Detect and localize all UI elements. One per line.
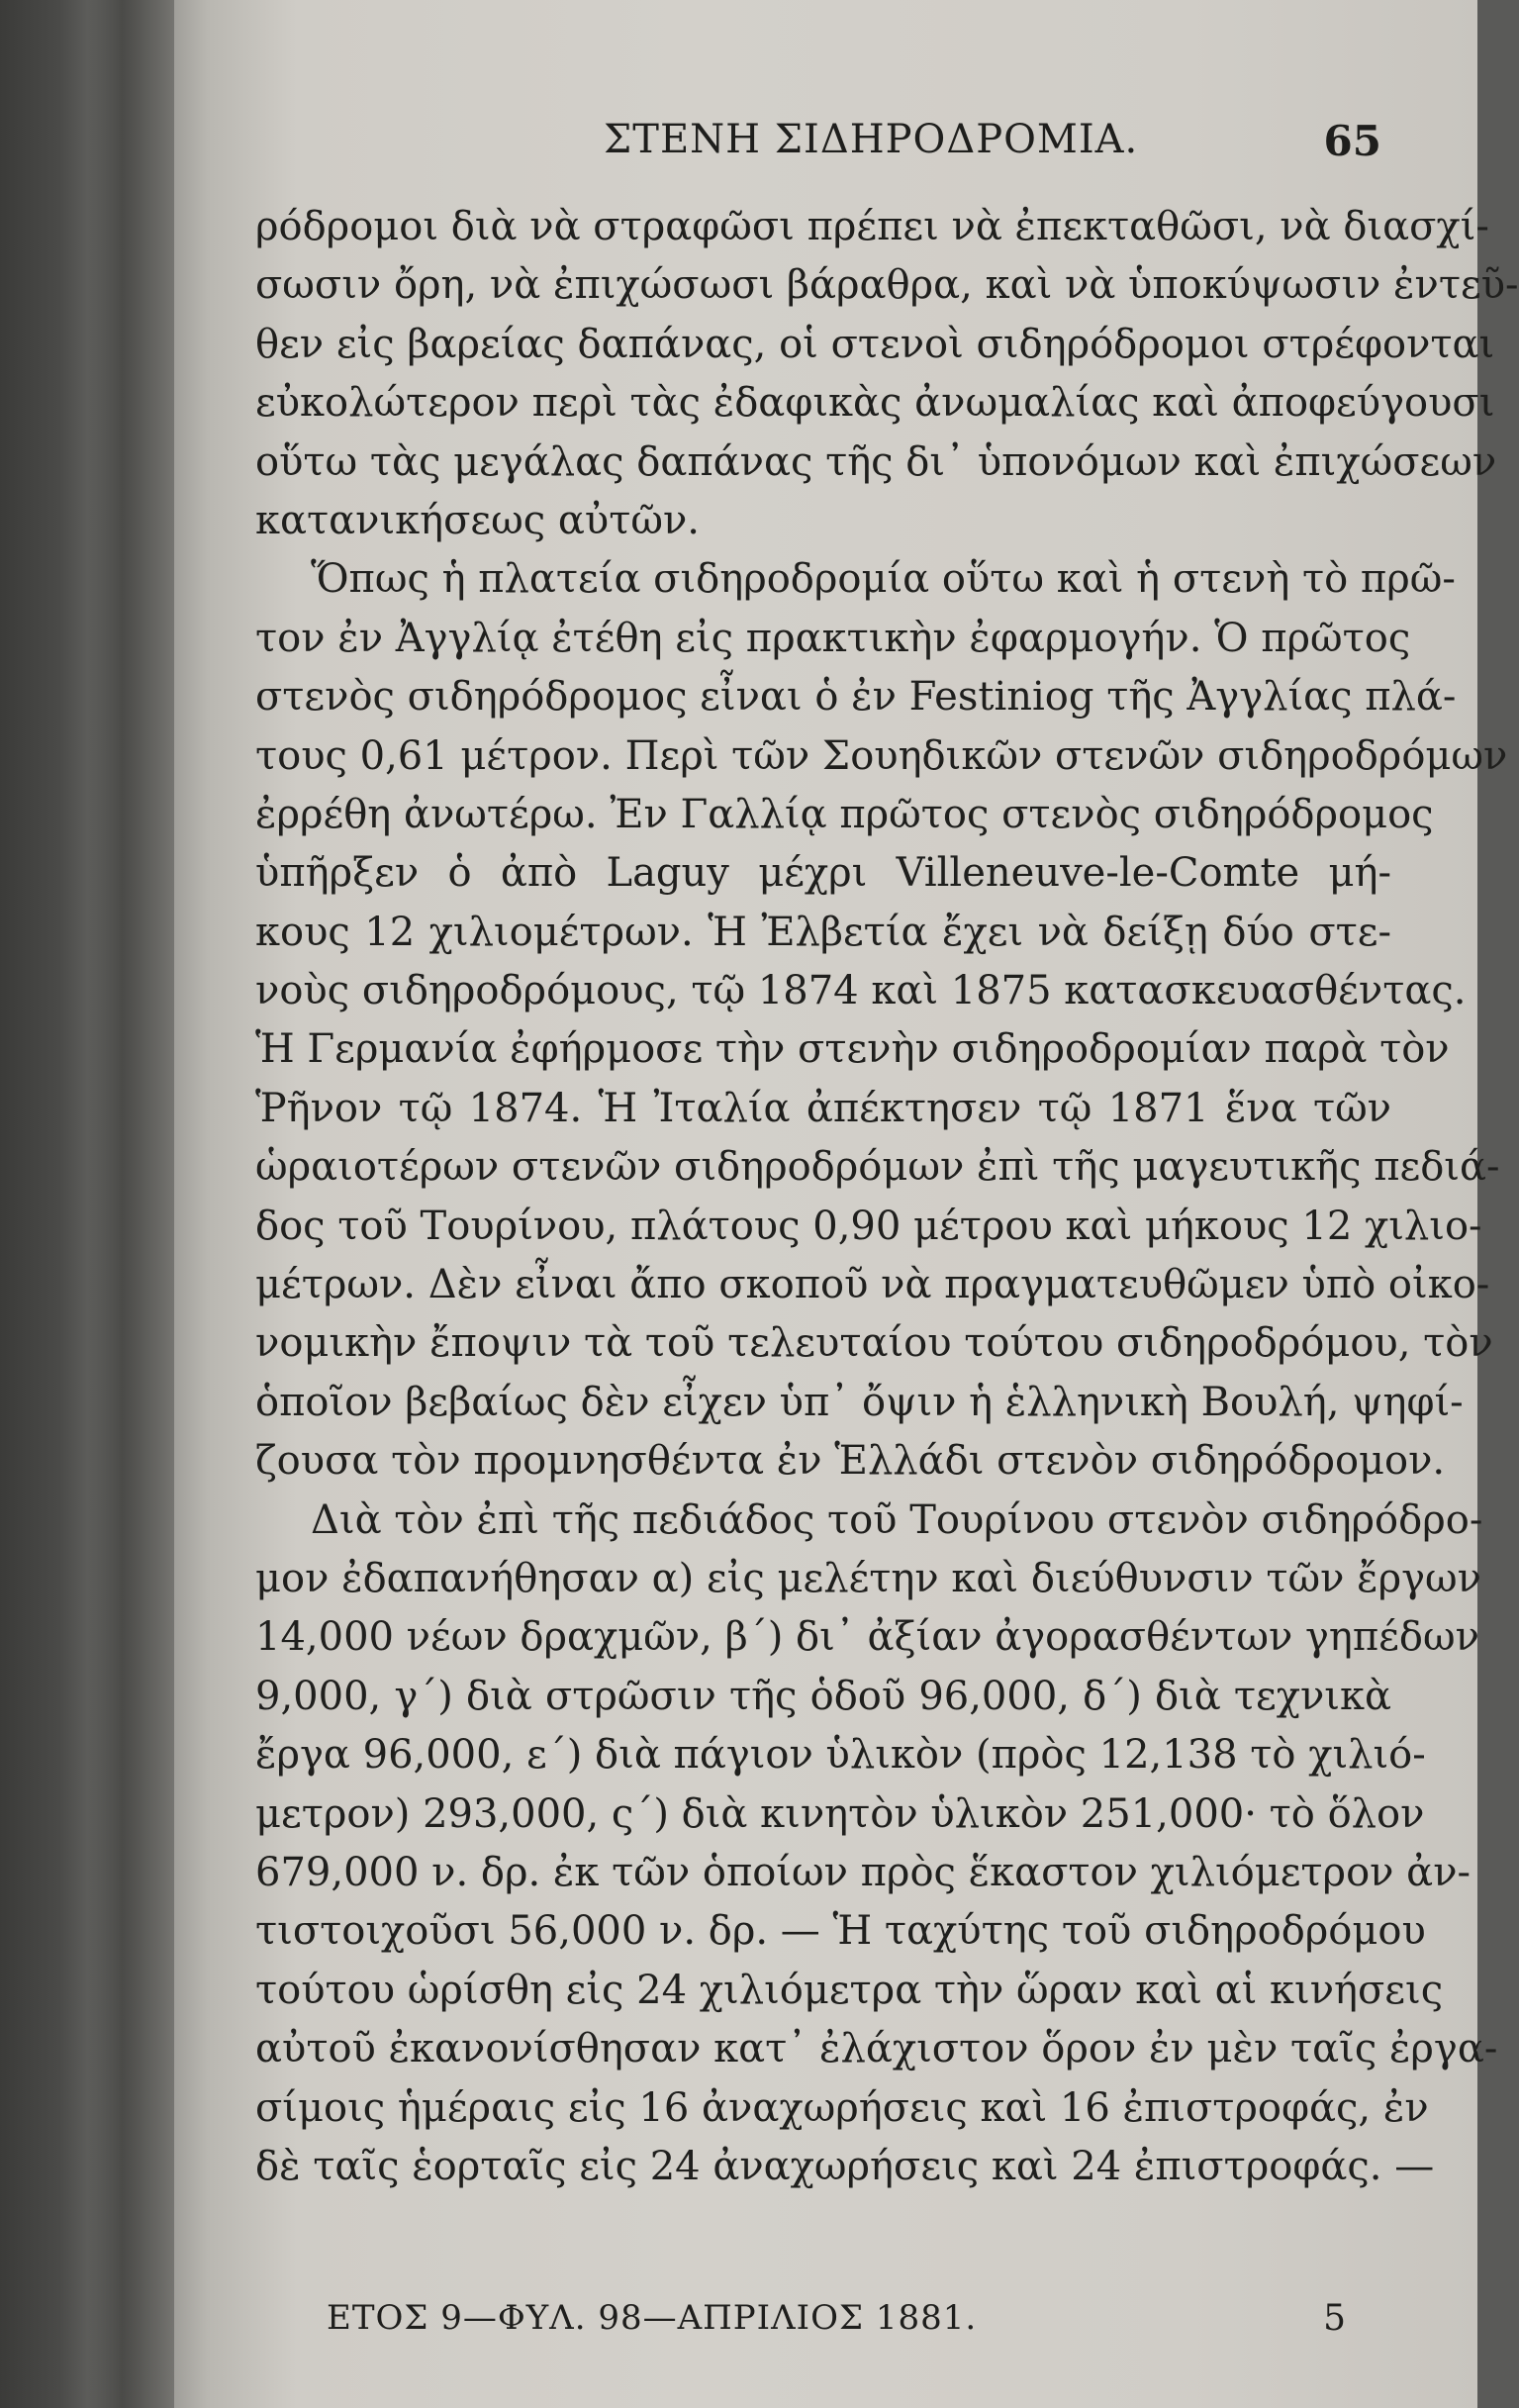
running-title: ΣΤΕΝΗ ΣΙΔΗΡΟΔΡΟΜΙΑ. [604,117,1139,162]
text-line: αὐτοῦ ἐκανονίσθησαν κατ᾽ ἐλάχιστον ὅρον ἐν μὲν ταῖς ἐργα- [255,2026,1498,2072]
text-line: τιστοιχοῦσι 56,000 ν. δρ. — Ἡ ταχύτης τοῦ σιδηροδρόμου [255,1908,1426,1955]
page-footer [327,2298,1346,2348]
text-line: 14,000 νέων δραχμῶν, β´) δι᾽ ἀξίαν ἀγορασθέντων γηπέδων [255,1614,1479,1661]
text-line: οὕτω τὰς μεγάλας δαπάνας τῆς δι᾽ ὑπονόμων καὶ ἐπιχώσεων [255,438,1497,485]
text-line: τον ἐν Ἀγγλίᾳ ἐτέθη εἰς πρακτικὴν ἐφαρμογήν. Ὁ πρῶτος [255,615,1411,661]
text-line: 679,000 ν. δρ. ἐκ τῶν ὁποίων πρὸς ἕκαστον χιλιόμετρον ἀν- [255,1849,1472,1895]
text-line: νοὺς σιδηροδρόμους, τῷ 1874 καὶ 1875 κατασκευασθέντας. [255,968,1467,1014]
text-line: στενὸς σιδηρόδρομος εἶναι ὁ ἐν Festiniog τῆς Ἀγγλίας πλά- [255,674,1457,721]
sheet-mark: 5 [1323,2298,1346,2339]
text-line: 9,000, γ´) διὰ στρῶσιν τῆς ὁδοῦ 96,000, δ´) διὰ τεχνικὰ [255,1673,1391,1719]
text-line: εὐκολώτερον περὶ τὰς ἐδαφικὰς ἀνωμαλίας καὶ ἀποφεύγουσι [255,380,1495,427]
text-line: σίμοις ἡμέραις εἰς 16 ἀναχωρήσεις καὶ 16 ἐπιστροφάς, ἐν [255,2084,1429,2131]
text-line: δος τοῦ Τουρίνου, πλάτους 0,90 μέτρου καὶ μήκους 12 χιλιο- [255,1203,1482,1249]
text-line: κους 12 χιλιομέτρων. Ἡ Ἐλβετία ἔχει νὰ δείξῃ δύο στε- [255,909,1391,955]
page-header [257,117,1385,176]
text-line: τους 0,61 μέτρον. Περὶ τῶν Σουηδικῶν στενῶν σιδηροδρόμων [255,732,1508,779]
text-line: δὲ ταῖς ἑορταῖς εἰς 24 ἀναχωρήσεις καὶ 24 ἐπιστροφάς. — [255,2143,1435,2189]
text-line: ὑπῆρξεν ὁ ἀπὸ Laguy μέχρι Villeneuve-le-Comte μή- [255,850,1391,897]
text-line: ἔργα 96,000, ε´) διὰ πάγιον ὑλικὸν (πρὸς 12,138 τὸ χιλιό- [255,1732,1426,1779]
text-line: μον ἐδαπανήθησαν α) εἰς μελέτην καὶ διεύθυνσιν τῶν ἔργων [255,1555,1481,1601]
text-line: Ἡ Γερμανία ἐφήρμοσε τὴν στενὴν σιδηροδρομίαν παρὰ τὸν [255,1026,1450,1073]
text-line: Ῥῆνον τῷ 1874. Ἡ Ἰταλία ἀπέκτησεν τῷ 1871 ἕνα τῶν [255,1085,1391,1131]
text-line: μέτρων. Δὲν εἶναι ἄπο σκοποῦ νὰ πραγματευθῶμεν ὑπὸ οἰκο- [255,1262,1490,1308]
text-line: κατανικήσεως αὐτῶν. [255,497,700,543]
book-spine-shadow [87,0,174,2408]
text-line: ἐρρέθη ἀνωτέρω. Ἐν Γαλλίᾳ πρῶτος στενὸς σιδηρόδρομος [255,791,1434,837]
text-line: ὁποῖον βεβαίως δὲν εἶχεν ὑπ᾽ ὄψιν ἡ ἑλληνικὴ Βουλή, ψηφί- [255,1379,1464,1425]
text-line: ρόδρομοι διὰ νὰ στραφῶσι πρέπει νὰ ἐπεκταθῶσι, νὰ διασχί- [255,204,1489,249]
text-line: ζουσα τὸν προμνησθέντα ἐν Ἑλλάδι στενὸν σιδηρόδρομον. [255,1438,1446,1485]
text-line: Ὅπως ἡ πλατεία σιδηροδρομία οὕτω καὶ ἡ στενὴ τὸ πρῶ- [311,556,1456,603]
text-line: νομικὴν ἔποψιν τὰ τοῦ τελευταίου τούτου σιδηροδρόμου, τὸν [255,1320,1493,1367]
issue-signature: ΕΤΟΣ 9—ΦΥΛ. 98—ΑΠΡΙΛΙΟΣ 1881. [327,2298,978,2338]
text-line: ὡραιοτέρων στενῶν σιδηροδρόμων ἐπὶ τῆς μαγευτικῆς πεδιά- [255,1144,1500,1191]
text-line: θεν εἰς βαρείας δαπάνας, οἱ στενοὶ σιδηρόδρομοι στρέφονται [255,321,1495,367]
page-number: 65 [1323,117,1381,165]
body-text [255,198,1519,2196]
text-line: μετρον) 293,000, ς´) διὰ κινητὸν ὑλικὸν 251,000· τὸ ὅλον [255,1790,1425,1837]
text-line: Διὰ τὸν ἐπὶ τῆς πεδιάδος τοῦ Τουρίνου στενὸν σιδηρόδρο- [311,1496,1483,1543]
text-line: τούτου ὡρίσθη εἰς 24 χιλιόμετρα τὴν ὥραν καὶ αἱ κινήσεις [255,1967,1444,2013]
text-line: σωσιν ὄρη, νὰ ἐπιχώσωσι βάραθρα, καὶ νὰ ὑποκύψωσιν ἐντεῦ- [255,262,1519,309]
